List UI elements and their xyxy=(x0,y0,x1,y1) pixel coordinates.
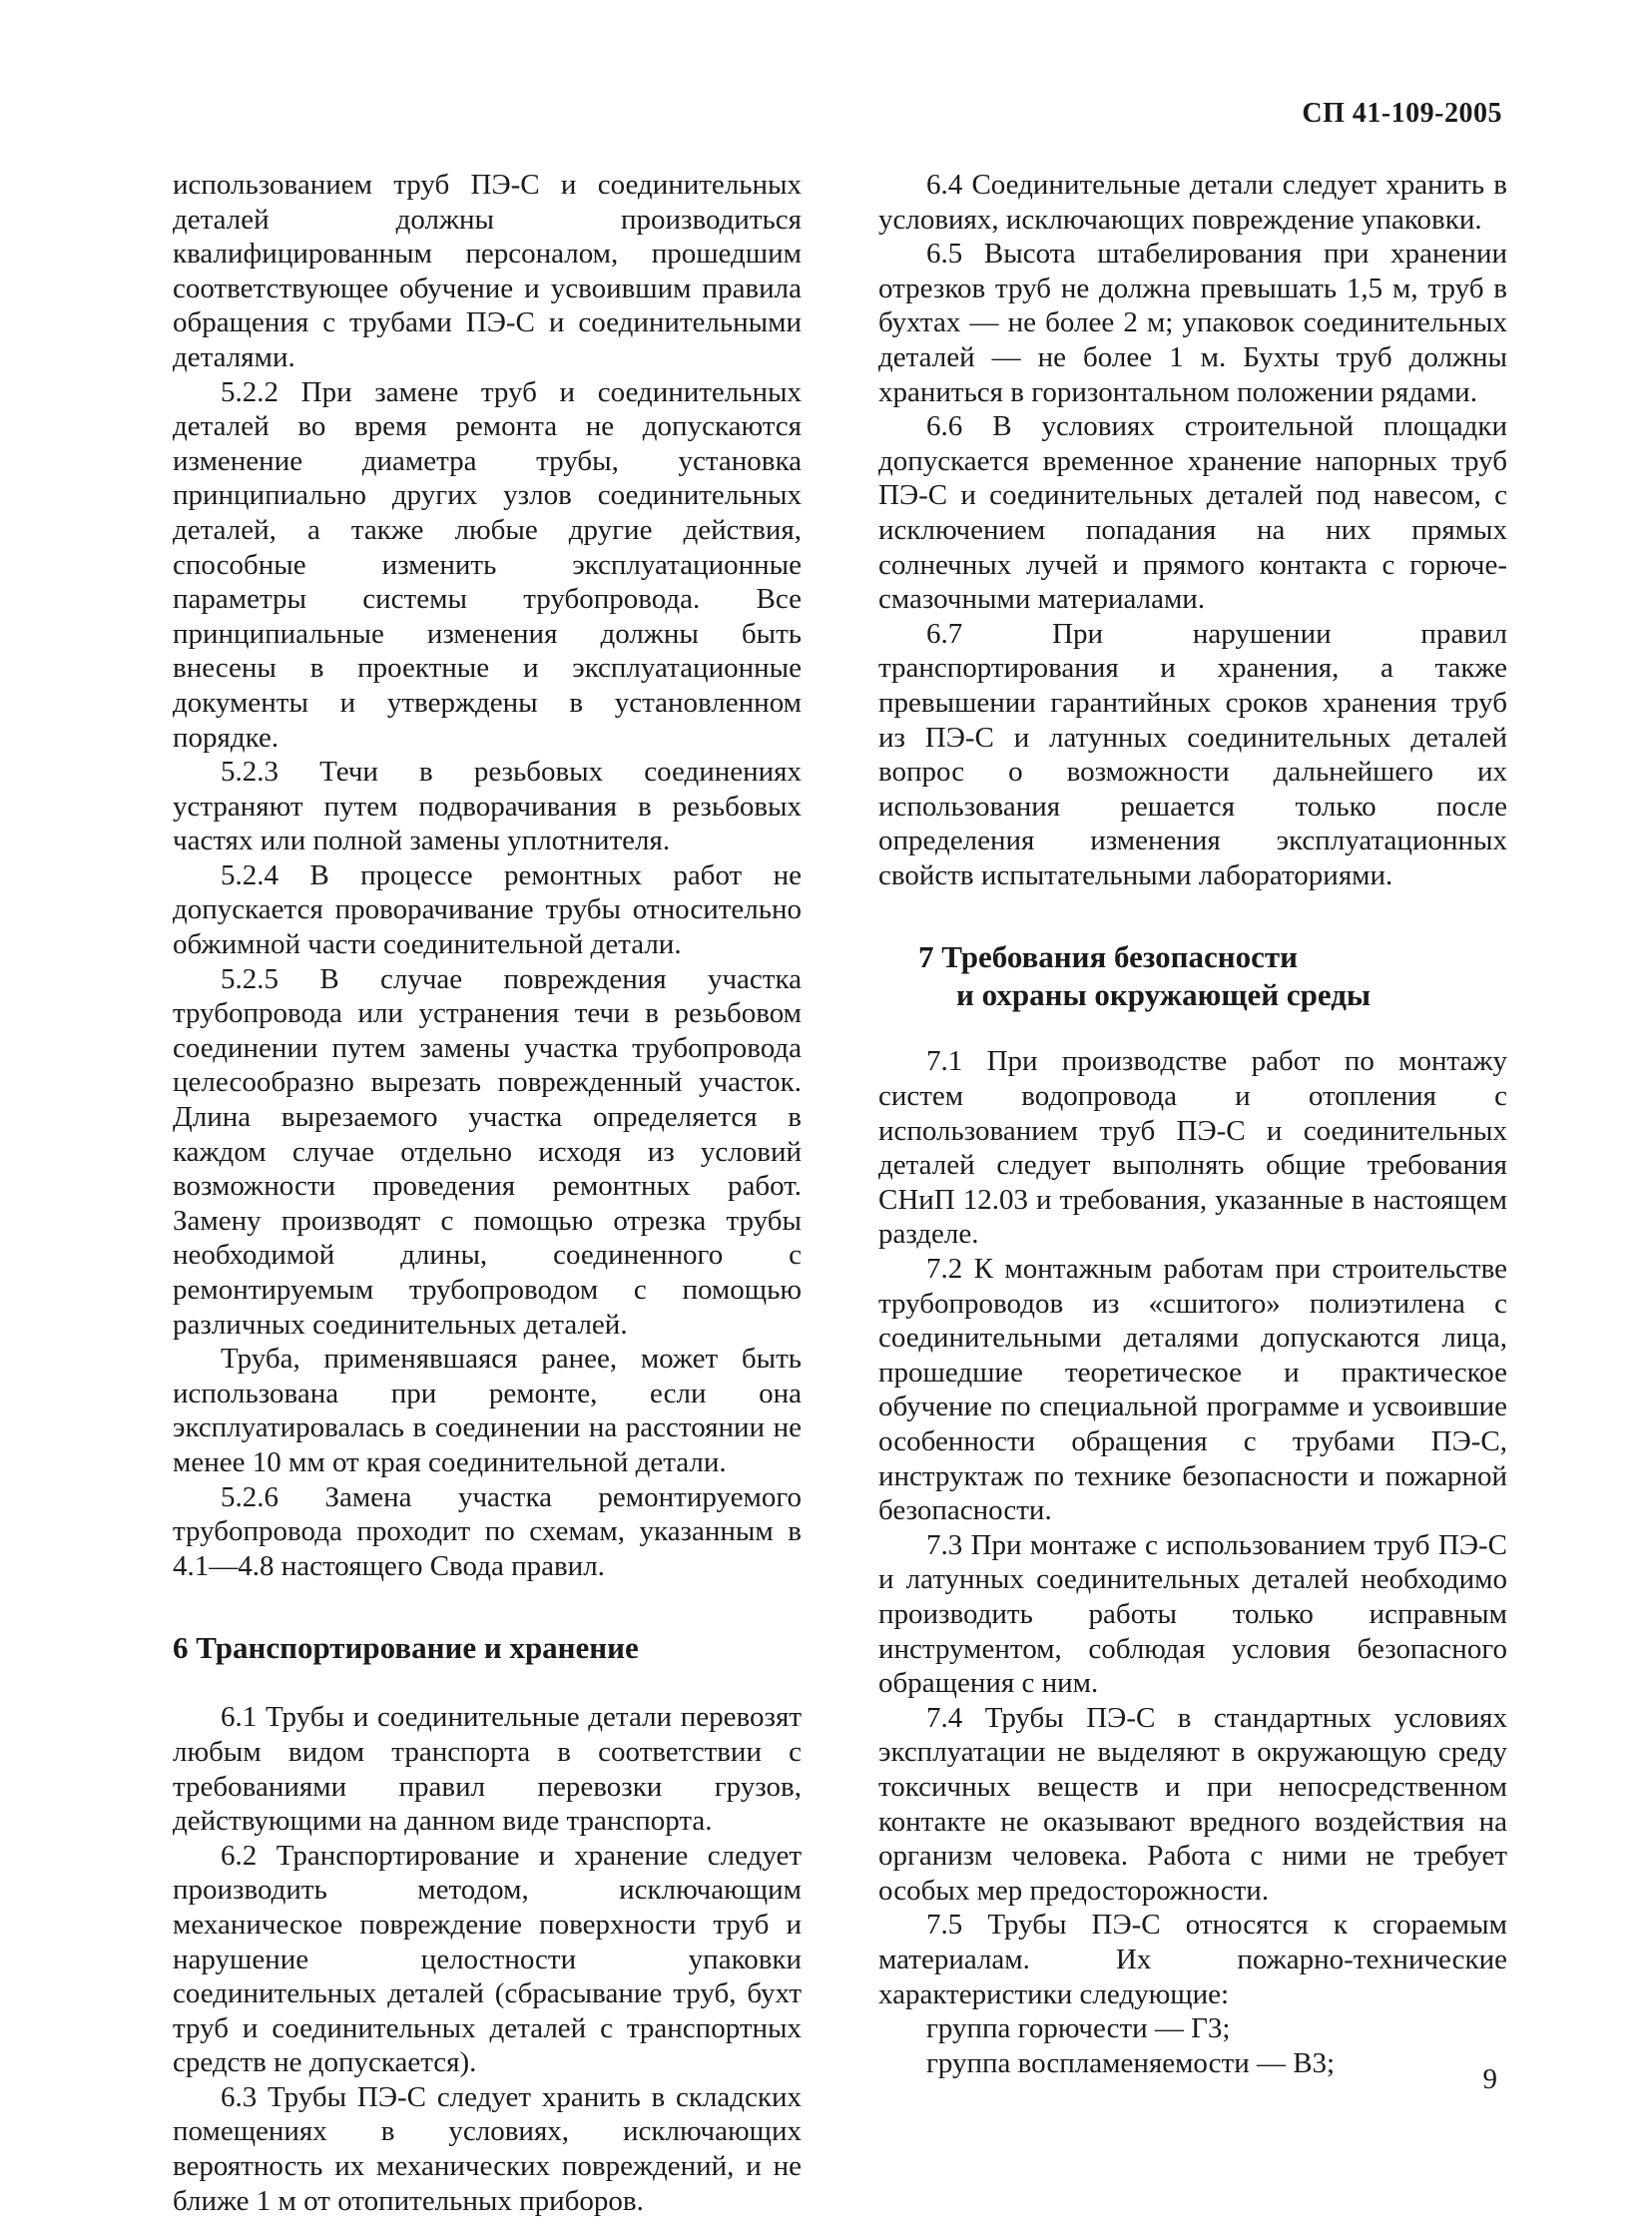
paragraph: 6.7 При нарушении правил транспортирования и хранения, а также превышении гарантийных сроков хранения труб из ПЭ-С и латунных соединительных деталей вопрос о возможности дальнейшего их использования решается только после определения изменения эксплуатационных свойств испытательными лабораториями. xyxy=(878,617,1507,891)
paragraph: 7.3 При монтаже с использованием труб ПЭ-С и латунных соединительных деталей необходимо производить работы только исправным инструментом, соблюдая условия безопасного обращения с ним. xyxy=(878,1528,1507,1700)
left-column xyxy=(173,168,802,2218)
paragraph: 5.2.3 Течи в резьбовых соединениях устраняют путем подворачивания в резьбовых частях или полной замены уплотнителя. xyxy=(173,756,802,857)
paragraph: 6.5 Высота штабелирования при хранении отрезков труб не должна превышать 1,5 м, труб в бухтах — не более 2 м; упаковок соединительных деталей — не более 1 м. Бухты труб должны храниться в горизонтальном положении рядами. xyxy=(878,238,1507,408)
paragraph: 6.2 Транспортирование и хранение следует производить методом, исключающим механическое повреждение поверхности труб и нарушение целостности упаковки соединительных деталей (сбрасывание труб, бухт труб и соединительных деталей с транспортных средств не допускается). xyxy=(173,1839,802,2079)
paragraph: 5.2.5 В случае повреждения участка трубопровода или устранения течи в резьбовом соединении путем замены участка трубопровода целесообразно вырезать поврежденный участок. Длина вырезаемого участка определяется в каждом случае отдельно исходя из условий возможности проведения ремонтных работ. Замену производят с помощью отрезка трубы необходимой длины, соединенного с ремонтируемым трубопроводом с помощью различных соединительных деталей. xyxy=(173,962,802,1341)
paragraph: 5.2.4 В процессе ремонтных работ не допускается проворачивание трубы относительно обжимной части соединительной детали. xyxy=(173,858,802,961)
section-7-heading-line-2: и охраны окружающей среды xyxy=(956,977,1372,1013)
list-item: группа горючести — Г3; xyxy=(926,2012,1231,2045)
section-7-heading-line-1: 7 Требования безопасности xyxy=(918,939,1299,975)
document-code: СП 41-109-2005 xyxy=(1302,98,1502,129)
paragraph: 6.1 Трубы и соединительные детали перевозят любым видом транспорта в соответствии с требованиями правил перевозки грузов, действующими на данном виде транспорта. xyxy=(173,1701,802,1838)
paragraph: использованием труб ПЭ-С и соединительных деталей должны производиться квалифицированным персоналом, прошедшим соответствующее обучение и усвоившим правила обращения с трубами ПЭ-С и соединительными деталями. xyxy=(173,169,802,373)
paragraph: 7.1 При производстве работ по монтажу систем водопровода и отопления с использованием труб ПЭ-С и соединительных деталей следует выполнять общие требования СНиП 12.03 и требования, указанные в настоящем разделе. xyxy=(878,1045,1507,1251)
paragraph: Труба, применявшаяся ранее, может быть использована при ремонте, если она эксплуатировалась в соединении на расстоянии не менее 10 мм от края соединительной детали. xyxy=(173,1343,802,1478)
paragraph: 6.6 В условиях строительной площадки допускается временное хранение напорных труб ПЭ-С и соединительных деталей под навесом, с исключением попадания на них прямых солнечных лучей и прямого контакта с горюче-смазочными материалами. xyxy=(878,410,1507,616)
paragraph: 6.4 Соединительные детали следует хранить в условиях, исключающих повреждение упаковки. xyxy=(878,169,1507,236)
paragraph: 7.2 К монтажным работам при строительстве трубопроводов из «сшитого» полиэтилена с соединительными деталями допускаются лица, прошедшие теоретическое и практическое обучение по специальной программе и усвоившие особенности обращения с трубами ПЭ-С, инструктаж по технике безопасности и пожарной безопасности. xyxy=(878,1253,1507,1527)
page-number: 9 xyxy=(1482,2063,1497,2095)
list-item: группа воспламеняемости — В3; xyxy=(926,2046,1336,2079)
right-column xyxy=(878,168,1507,2080)
paragraph: 7.4 Трубы ПЭ-С в стандартных условиях эксплуатации не выделяют в окружающую среду токсичных веществ и при непосредственном контакте не оказывают вредного воздействия на организм человека. Работа с ними не требует особых мер предосторожности. xyxy=(878,1701,1507,1907)
paragraph: 7.5 Трубы ПЭ-С относятся к сгораемым материалам. Их пожарно-технические характеристики следующие: xyxy=(878,1909,1507,2010)
paragraph: 6.3 Трубы ПЭ-С следует хранить в складских помещениях в условиях, исключающих вероятность их механических повреждений, и не ближе 1 м от отопительных приборов. xyxy=(173,2080,802,2217)
section-7-heading xyxy=(878,938,1507,1014)
section-6-heading: 6 Транспортирование и хранение xyxy=(173,1630,639,1666)
paragraph: 5.2.6 Замена участка ремонтируемого трубопровода проходит по схемам, указанным в 4.1—4.8 настоящего Свода правил. xyxy=(173,1480,802,1582)
paragraph: 5.2.2 При замене труб и соединительных деталей во время ремонта не допускаются изменение диаметра трубы, установка принципиально других узлов соединительных деталей, а также любые другие действия, способные изменить эксплуатационные параметры системы трубопровода. Все принципиальные изменения должны быть внесены в проектные и эксплуатационные документы и утверждены в установленном порядке. xyxy=(173,375,802,754)
